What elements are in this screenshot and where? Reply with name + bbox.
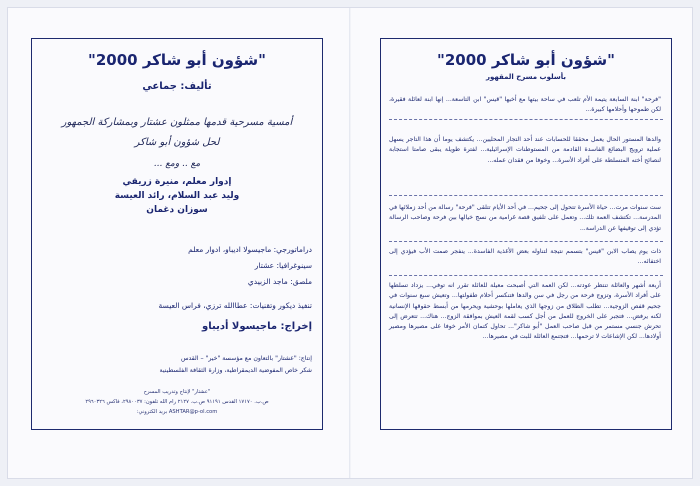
credits-panel — [31, 38, 323, 430]
paragraph-divider — [389, 241, 663, 242]
synopsis-subtitle: بأسلوب مسرح المقهور — [486, 73, 566, 81]
scenography-credit: سينوغرافيا: عشتار — [254, 261, 312, 270]
credits-title: "شؤون أبو شاكر 2000" — [88, 51, 266, 69]
handwritten-credit-1: أمسية مسرحية قدمها ممثلون عشتار وبمشاركة الجمهور — [61, 117, 293, 128]
synopsis-paragraph-4: ذات يوم يصاب الابن "قيس" بتسمم نتيجة لتناوله بعض الأغذية الفاسدة... ينفجر صمت الأب فيؤدي إلى اختفائه... — [389, 248, 661, 266]
org-address: ص.ب. ١٧١٧٠ القدس ٩١١٩١ ص.ب. ٢١٢٧ رام الله تلفون: ٢٩٨٠٠٣٧، فاكس ٢٩٦٠٣٢٦ — [85, 399, 269, 405]
cast-line-1: إدوار معلم، منيرة زريقي — [122, 177, 232, 187]
cast-heading: مع .. ومع ... — [153, 159, 201, 169]
synopsis-paragraph-5: أربعة أشهر والعائلة تنتظر عودته... لكن العمة التي أصبحت معيلة للعائلة تقرر انه توفي... يزداد تسلطها على أفراد الأسرة، وتزوج فرحة من رجل في سن والدها فتنكسر أحلام طفولتها... وتعيش سبع سنوات في جحيم قفص الزوجية... تطلب الطلاق من زوجها الذي يعاملها بوحشية ويحرمها من أبسط حقوقها الإنسانية لكنه يرفض... فتجبر على الخروج للعمل من أجل كسب لقمة العيش بموافقة الزوج... هناك... تتعرض إلى تحرش جنسي مستمر من قبل صاحب العمل "أبو شاكر"... تحاول كتمان الأمر خوفا على مصيرها ومصير أولادها... لكن الإشاعات لا ترحمها... فتجتمع العائلة للبت في مصيرها... — [389, 282, 661, 341]
center-fold — [349, 8, 351, 478]
poster-credit: ملصق: ماجد الزبيدي — [247, 277, 312, 286]
decor-credit: تنفيذ ديكور وتقنيات: عطاالله ترزي، فراس العيسة — [158, 301, 312, 310]
cast-line-3: سوزان دغمان — [146, 205, 208, 215]
synopsis-title: "شؤون أبو شاكر 2000" — [437, 51, 615, 69]
synopsis-paragraph-2: والدها المستور الحال يعمل محققا للحسابات عند أحد التجار المحليين... يكتشف يوما أن هذا التاجر يسهل عملية ترويج البضائع الفاسدة القادمة من المستوطنات الإسرائيلية... لفترة طويلة يبقى صامتا استجابة لنصائح أخته المتسلطة على أفراد الأسرة... وخوفا من فقدان عمله... — [389, 136, 661, 164]
dramaturgy-credit: دراماتورجي: ماجيسولا اديباو، ادوار معلم — [188, 245, 312, 254]
synopsis-paragraph-3: ست سنوات مرت... حياة الأسرة تتحول إلى جحيم... في أحد الأيام تتلقى "فرحة" رسالة من أحد زملائها في المدرسة... تكتشف العمة تلك... وتعمل على تلفيق قصة غرامية من نسج خيالها بين فرحة وصاحب الرسالة تؤدي إلى توقيفها عن الدراسة... — [389, 204, 661, 232]
production-credit: إنتاج: "عشتار" بالتعاون مع مؤسسة "خير" – القدس — [180, 355, 312, 362]
paragraph-divider — [389, 275, 663, 276]
director-credit: إخراج: ماجيسولا أديباو — [202, 321, 312, 332]
thanks-credit: شكر خاص المفوضية الديمقراطية، وزارة الثقافة الفلسطينية — [159, 367, 312, 374]
paragraph-divider — [389, 195, 663, 196]
org-email: ASHTAR@p-ol.com بريد الكتروني: — [136, 409, 218, 415]
synopsis-panel — [380, 38, 672, 430]
synopsis-paragraph-1: "فرحة" ابنة السابعة يتيمة الأم تلعب في ساحة بيتها مع أخيها "قيس" ابن التاسعة... إنها ابنة لعائلة فقيرة، لكن طموحها وأحلامها كبيرة... — [389, 96, 661, 114]
author-line: تأليف: جماعي — [142, 81, 212, 92]
cast-line-2: وليد عبد السلام، رائد العيسة — [114, 191, 240, 201]
handwritten-credit-2: لحل شؤون أبو شاكر — [134, 137, 220, 148]
org-name: "عشتار" لإنتاج وتدريب المسرح — [143, 389, 211, 395]
paragraph-divider — [389, 119, 663, 120]
